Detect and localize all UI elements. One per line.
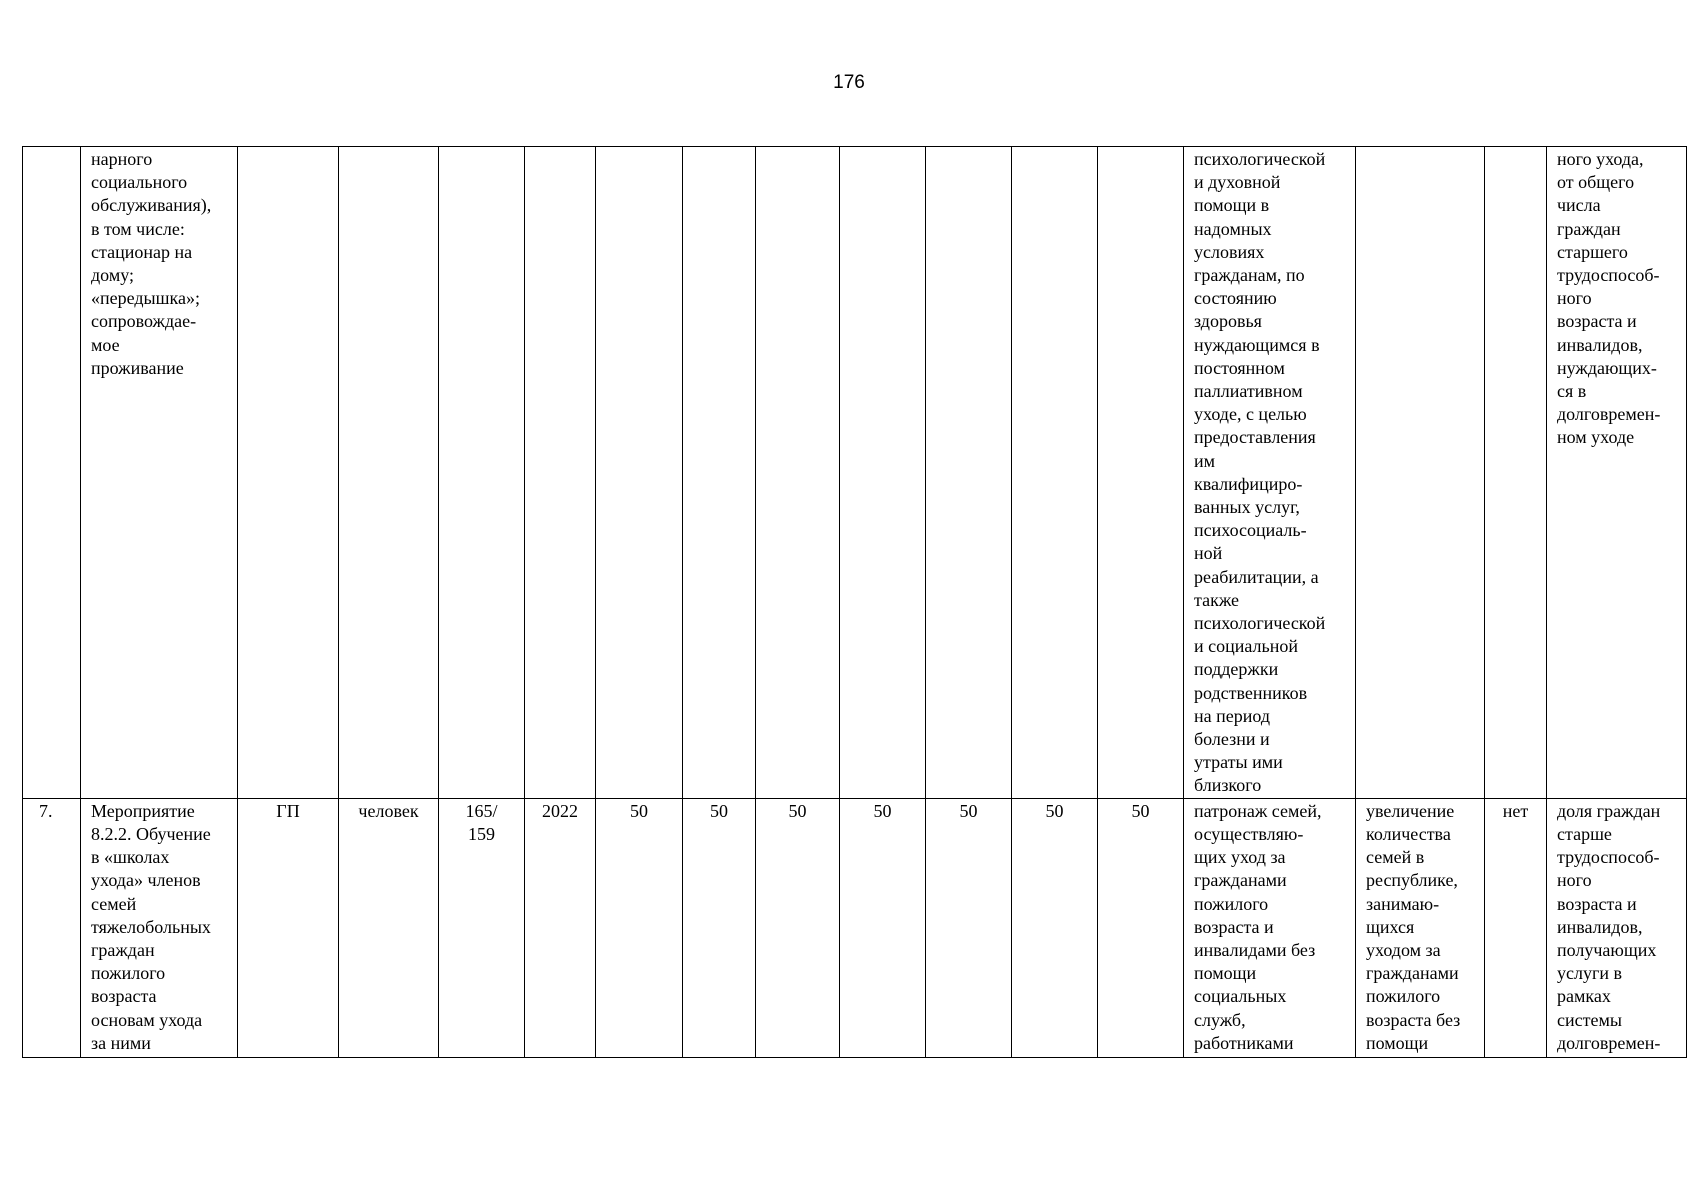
text-line: 165/ xyxy=(465,800,498,821)
program-table xyxy=(22,146,1687,1058)
text-line: психологической xyxy=(1194,149,1326,169)
text-line: осуществляю- xyxy=(1194,823,1304,844)
text-line: щихся xyxy=(1366,916,1415,937)
text-line: ванных услуг, xyxy=(1194,497,1300,518)
text-line: предоставления xyxy=(1194,427,1316,448)
text-line: долговремен- xyxy=(1557,404,1661,425)
text-line: трудоспособ- xyxy=(1557,847,1660,868)
text-line: получающих xyxy=(1557,939,1657,960)
text-line: утраты ими xyxy=(1194,752,1283,773)
text-line: семей xyxy=(91,893,137,914)
text-line: также xyxy=(1194,589,1240,610)
value-cell: 50 xyxy=(1098,798,1184,1057)
text-line: числа xyxy=(1557,195,1601,216)
text-line: в том числе: xyxy=(91,218,185,239)
text-line: болезни и xyxy=(1194,729,1270,750)
text-line: помощи xyxy=(1366,1032,1429,1053)
text-line: надомных xyxy=(1194,218,1272,239)
program-type xyxy=(238,147,339,799)
row-number: 7. xyxy=(23,798,81,1057)
value-cell xyxy=(840,147,926,799)
text-line: тяжелобольных xyxy=(91,916,211,937)
text-line: старше xyxy=(1557,823,1612,844)
text-line: нуждающимся в xyxy=(1194,334,1320,355)
text-line: реабилитации, а xyxy=(1194,566,1319,587)
text-line: 8.2.2. Обучение xyxy=(91,823,211,844)
text-line: гражданами xyxy=(1194,870,1287,891)
value-cell: 50 xyxy=(926,798,1012,1057)
text-line: граждан xyxy=(1557,218,1621,239)
text-line: психологической xyxy=(1194,613,1326,634)
indicator xyxy=(1547,147,1687,799)
text-line: психосоциаль- xyxy=(1194,520,1307,541)
event-name xyxy=(81,798,238,1057)
text-line: семей в xyxy=(1366,847,1425,868)
value-cell xyxy=(756,147,840,799)
text-line: системы xyxy=(1557,1009,1622,1030)
text-line: условиях xyxy=(1194,241,1265,262)
text-line: ного xyxy=(1557,288,1592,309)
text-line: гражданами xyxy=(1366,963,1459,984)
text-line: старшего xyxy=(1557,241,1628,262)
text-line: помощи xyxy=(1194,963,1257,984)
text-line: за ними xyxy=(91,1032,151,1053)
value-cell: 50 xyxy=(1012,798,1098,1057)
table-row xyxy=(23,147,1687,799)
text-line: возраста xyxy=(91,986,157,1007)
text-line: трудоспособ- xyxy=(1557,265,1660,286)
value-cell xyxy=(1012,147,1098,799)
value-cell: 50 xyxy=(840,798,926,1057)
text-line: нуждающих- xyxy=(1557,357,1657,378)
text-line: гражданам, по xyxy=(1194,265,1305,286)
text-line: поддержки xyxy=(1194,659,1279,680)
expected-result xyxy=(1184,147,1356,799)
value-cell xyxy=(1098,147,1184,799)
effect xyxy=(1356,798,1485,1057)
table-row xyxy=(23,798,1687,1057)
unit: человек xyxy=(339,798,439,1057)
risk xyxy=(1485,147,1547,799)
text-line: ного xyxy=(1557,870,1592,891)
text-line: ся в xyxy=(1557,381,1587,402)
text-line: количества xyxy=(1366,823,1451,844)
event-name xyxy=(81,147,238,799)
text-line: инвалидами без xyxy=(1194,939,1316,960)
value-cell xyxy=(926,147,1012,799)
risk: нет xyxy=(1485,798,1547,1057)
text-line: республике, xyxy=(1366,870,1458,891)
text-line: социальных xyxy=(1194,986,1287,1007)
text-line: патронаж семей, xyxy=(1194,800,1322,821)
text-line: ной xyxy=(1194,543,1223,564)
text-line: граждан xyxy=(91,939,155,960)
expected-result xyxy=(1184,798,1356,1057)
text-line: долговремен- xyxy=(1557,1032,1661,1053)
text-line: нарного xyxy=(91,149,153,169)
text-line: пожилого xyxy=(1366,986,1441,1007)
unit xyxy=(339,147,439,799)
text-line: мое xyxy=(91,334,120,355)
text-line: пожилого xyxy=(1194,893,1269,914)
text-line: дому; xyxy=(91,265,134,286)
text-line: возраста и xyxy=(1557,311,1637,332)
value-cell: 50 xyxy=(596,798,683,1057)
base-value xyxy=(439,798,525,1057)
text-line: и духовной xyxy=(1194,172,1281,193)
text-line: помощи в xyxy=(1194,195,1270,216)
text-line: ухода» членов xyxy=(91,870,201,891)
text-line: инвалидов, xyxy=(1557,334,1643,355)
program-type: ГП xyxy=(238,798,339,1057)
text-line: от общего xyxy=(1557,172,1635,193)
text-line: родственников xyxy=(1194,682,1308,703)
text-line: стационар на xyxy=(91,241,193,262)
text-line: паллиативном xyxy=(1194,381,1303,402)
text-line: возраста и xyxy=(1194,916,1274,937)
text-line: сопровождае- xyxy=(91,311,197,332)
text-line: проживание xyxy=(91,357,184,378)
text-line: «передышка»; xyxy=(91,288,200,309)
text-line: уходе, с целью xyxy=(1194,404,1307,425)
text-line: ного ухода, xyxy=(1557,149,1644,169)
text-line: инвалидов, xyxy=(1557,916,1643,937)
text-line: доля граждан xyxy=(1557,800,1661,821)
base-value xyxy=(439,147,525,799)
text-line: возраста без xyxy=(1366,1009,1461,1030)
text-line: увеличение xyxy=(1366,800,1455,821)
text-line: уходом за xyxy=(1366,939,1441,960)
text-line: в «школах xyxy=(91,847,170,868)
value-cell: 50 xyxy=(756,798,840,1057)
value-cell xyxy=(596,147,683,799)
text-line: состоянию xyxy=(1194,288,1277,309)
text-line: услуги в xyxy=(1557,963,1622,984)
page-number: 176 xyxy=(833,72,865,93)
text-line: занимаю- xyxy=(1366,893,1440,914)
text-line: Мероприятие xyxy=(91,800,195,821)
base-year: 2022 xyxy=(525,798,596,1057)
text-line: на период xyxy=(1194,705,1271,726)
text-line: ном уходе xyxy=(1557,427,1635,448)
text-line: возраста и xyxy=(1557,893,1637,914)
text-line: им xyxy=(1194,450,1216,471)
text-line: обслуживания), xyxy=(91,195,212,216)
text-line: социального xyxy=(91,172,188,193)
text-line: близкого xyxy=(1194,775,1262,796)
row-number xyxy=(23,147,81,799)
text-line: служб, xyxy=(1194,1009,1246,1030)
text-line: здоровья xyxy=(1194,311,1262,332)
value-cell: 50 xyxy=(683,798,756,1057)
indicator xyxy=(1547,798,1687,1057)
text-line: основам ухода xyxy=(91,1009,203,1030)
text-line: 159 xyxy=(468,823,495,844)
text-line: постоянном xyxy=(1194,357,1285,378)
effect xyxy=(1356,147,1485,799)
base-year xyxy=(525,147,596,799)
text-line: квалифициро- xyxy=(1194,473,1303,494)
text-line: рамках xyxy=(1557,986,1611,1007)
text-line: работниками xyxy=(1194,1032,1294,1053)
value-cell xyxy=(683,147,756,799)
text-line: пожилого xyxy=(91,963,166,984)
text-line: и социальной xyxy=(1194,636,1298,657)
text-line: щих уход за xyxy=(1194,847,1286,868)
